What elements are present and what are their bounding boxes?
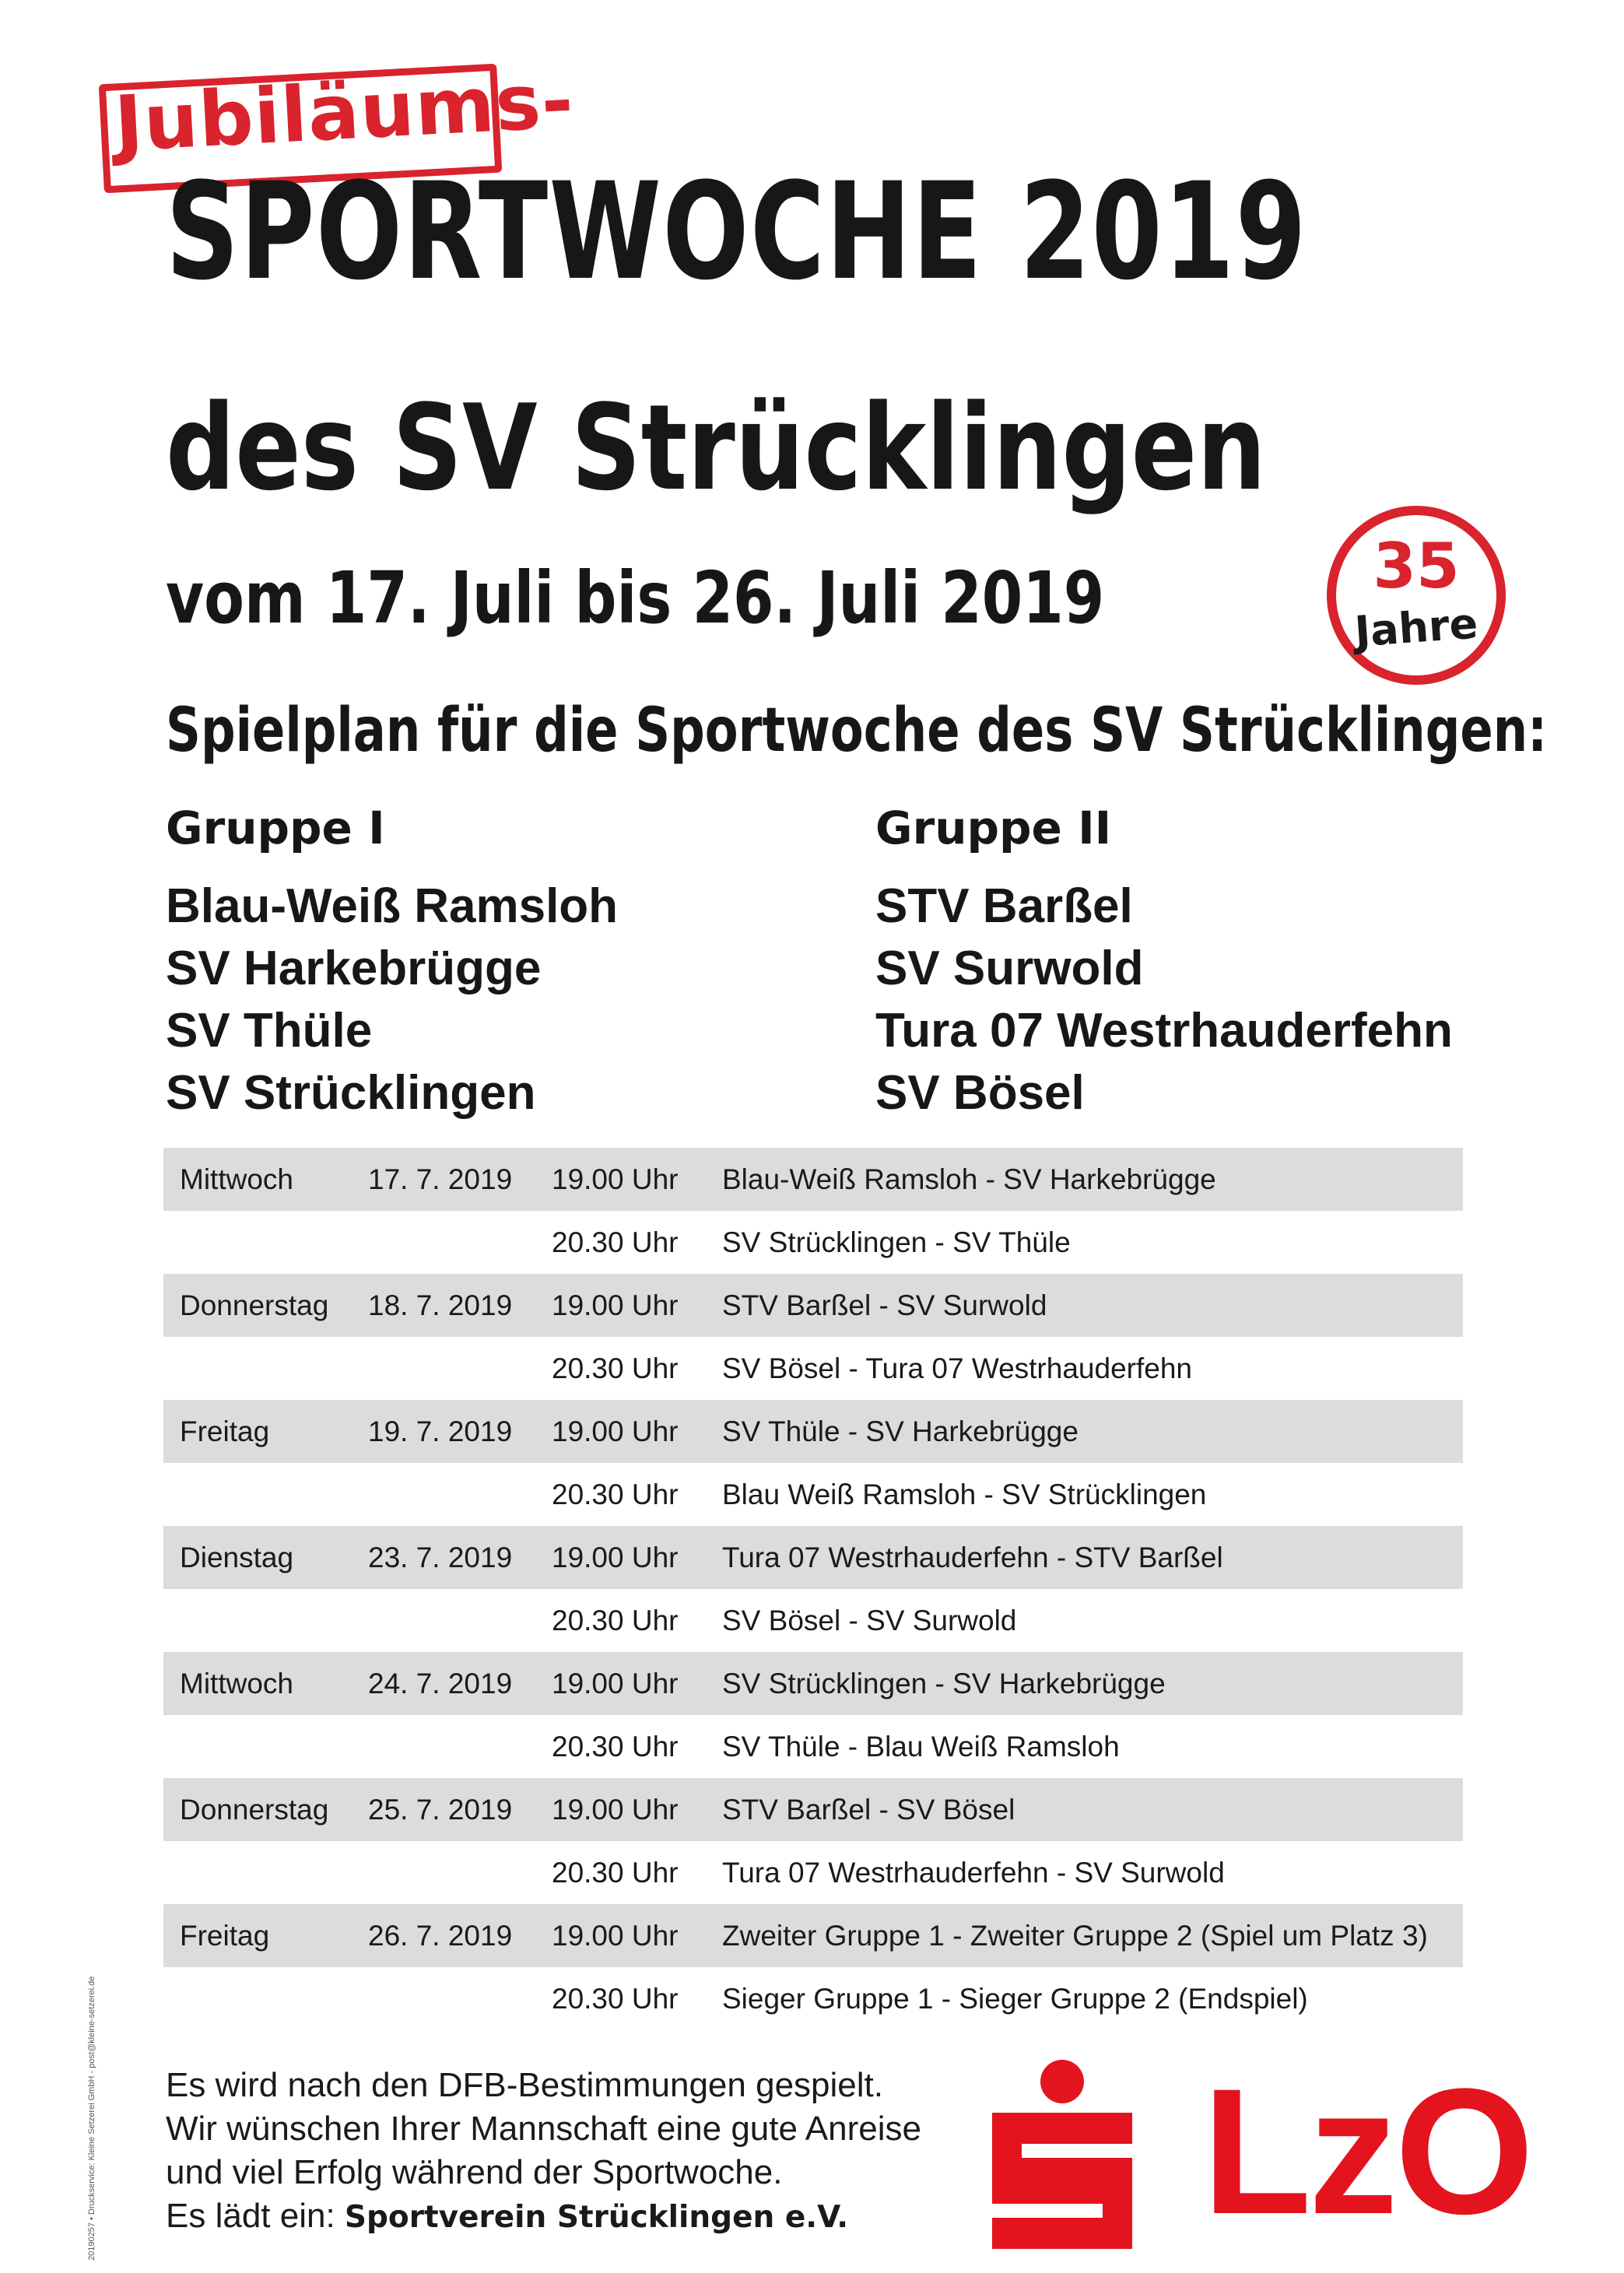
schedule-time: 20.30 Uhr	[552, 1226, 679, 1258]
page-title: SPORTWOCHE 2019	[166, 153, 1308, 310]
team-item: Tura 07 Westrhauderfehn	[875, 1004, 1453, 1058]
page-subtitle: des SV Strücklingen	[166, 379, 1266, 517]
invite-text: Es lädt ein:	[166, 2197, 335, 2235]
schedule-day: Freitag	[180, 1920, 270, 1952]
event-dates: vom 17. Juli bis 26. Juli 2019	[166, 556, 1105, 640]
group-2-title: Gruppe II	[875, 802, 1112, 854]
schedule-match: SV Thüle - SV Harkebrügge	[722, 1415, 1079, 1447]
schedule-heading: Spielplan für die Sportwoche des SV Strücklingen:	[166, 696, 1548, 766]
schedule-time: 20.30 Uhr	[552, 1479, 679, 1510]
schedule-row	[163, 1337, 1463, 1400]
schedule-match: Zweiter Gruppe 1 - Zweiter Gruppe 2 (Spiel um Platz 3)	[722, 1920, 1428, 1952]
schedule-row	[163, 1274, 1463, 1337]
schedule-row	[163, 1715, 1463, 1778]
schedule-match: SV Bösel - SV Surwold	[722, 1605, 1017, 1636]
schedule-date: 25. 7. 2019	[368, 1794, 513, 1826]
schedule-date: 19. 7. 2019	[368, 1415, 513, 1447]
schedule-row	[163, 1967, 1463, 2030]
schedule-match: Tura 07 Westrhauderfehn - STV Barßel	[722, 1542, 1223, 1573]
schedule-date: 24. 7. 2019	[368, 1668, 513, 1699]
anniversary-badge	[1327, 506, 1506, 685]
sparkasse-s-icon	[984, 2058, 1140, 2249]
team-item: Blau-Weiß Ramsloh	[166, 879, 619, 933]
schedule-date: 23. 7. 2019	[368, 1542, 513, 1573]
schedule-time: 19.00 Uhr	[552, 1920, 679, 1952]
group-1-title: Gruppe I	[166, 802, 385, 854]
schedule-match: Sieger Gruppe 1 - Sieger Gruppe 2 (Endspiel)	[722, 1983, 1308, 2015]
schedule-date: 18. 7. 2019	[368, 1289, 513, 1321]
schedule-row	[163, 1904, 1463, 1967]
footer-line: Wir wünschen Ihrer Mannschaft eine gute Anreise	[166, 2110, 921, 2148]
footer-line: Es wird nach den DFB-Bestimmungen gespielt.	[166, 2066, 883, 2104]
schedule-row	[163, 1400, 1463, 1463]
group-1-teams	[166, 875, 618, 1124]
schedule-day: Donnerstag	[180, 1794, 329, 1826]
stamp-text: Jubiläums-	[112, 56, 577, 170]
schedule-day: Freitag	[180, 1415, 270, 1447]
schedule-time: 19.00 Uhr	[552, 1668, 679, 1699]
schedule-day: Dienstag	[180, 1542, 294, 1573]
schedule-day: Mittwoch	[180, 1668, 293, 1699]
schedule-time: 20.30 Uhr	[552, 1983, 679, 2015]
sponsor-logo-text: LzO	[1202, 2051, 1531, 2251]
club-name: Sportverein Strücklingen e.V.	[344, 2200, 849, 2235]
schedule-row	[163, 1148, 1463, 1211]
schedule-table	[163, 1148, 1463, 2030]
schedule-match: Blau Weiß Ramsloh - SV Strücklingen	[722, 1479, 1207, 1510]
schedule-day: Mittwoch	[180, 1163, 293, 1195]
group-2	[875, 802, 1453, 1124]
schedule-match: SV Strücklingen - SV Harkebrügge	[722, 1668, 1166, 1699]
schedule-match: Tura 07 Westrhauderfehn - SV Surwold	[722, 1857, 1225, 1889]
schedule-match: SV Thüle - Blau Weiß Ramsloh	[722, 1731, 1120, 1763]
schedule-match: SV Strücklingen - SV Thüle	[722, 1226, 1071, 1258]
team-item: SV Bösel	[875, 1066, 1085, 1120]
schedule-row	[163, 1463, 1463, 1526]
schedule-time: 19.00 Uhr	[552, 1163, 679, 1195]
badge-number: 35	[1373, 530, 1460, 602]
schedule-day: Donnerstag	[180, 1289, 329, 1321]
team-item: STV Barßel	[875, 879, 1133, 933]
schedule-row	[163, 1652, 1463, 1715]
group-1	[166, 802, 619, 1124]
schedule-date: 17. 7. 2019	[368, 1163, 513, 1195]
schedule-time: 19.00 Uhr	[552, 1289, 679, 1321]
printer-note: 20190257 • Druckservice: Kleine Setzerei GmbH - post@kleine-setzerei.de	[87, 1976, 96, 2261]
schedule-row	[163, 1211, 1463, 1274]
schedule-time: 19.00 Uhr	[552, 1542, 679, 1573]
footer-invite-line	[166, 2194, 921, 2240]
footer-line: und viel Erfolg während der Sportwoche.	[166, 2153, 783, 2191]
schedule-row	[163, 1841, 1463, 1904]
team-item: SV Thüle	[166, 1004, 373, 1058]
schedule-time: 19.00 Uhr	[552, 1415, 679, 1447]
footer-text	[166, 2064, 921, 2240]
schedule-match: SV Bösel - Tura 07 Westrhauderfehn	[722, 1352, 1192, 1384]
group-2-teams	[875, 875, 1453, 1124]
team-item: SV Strücklingen	[166, 1066, 536, 1120]
schedule-time: 20.30 Uhr	[552, 1857, 679, 1889]
schedule-time: 20.30 Uhr	[552, 1605, 679, 1636]
schedule-match: Blau-Weiß Ramsloh - SV Harkebrügge	[722, 1163, 1216, 1195]
schedule-row	[163, 1778, 1463, 1841]
schedule-match: STV Barßel - SV Surwold	[722, 1289, 1047, 1321]
schedule-time: 20.30 Uhr	[552, 1352, 679, 1384]
schedule-time: 19.00 Uhr	[552, 1794, 679, 1826]
team-item: SV Surwold	[875, 942, 1144, 995]
schedule-match: STV Barßel - SV Bösel	[722, 1794, 1015, 1826]
team-item: SV Harkebrügge	[166, 942, 542, 995]
schedule-time: 20.30 Uhr	[552, 1731, 679, 1763]
badge-label: Jahre	[1352, 598, 1480, 657]
schedule-row	[163, 1589, 1463, 1652]
schedule-date: 26. 7. 2019	[368, 1920, 513, 1952]
schedule-row	[163, 1526, 1463, 1589]
